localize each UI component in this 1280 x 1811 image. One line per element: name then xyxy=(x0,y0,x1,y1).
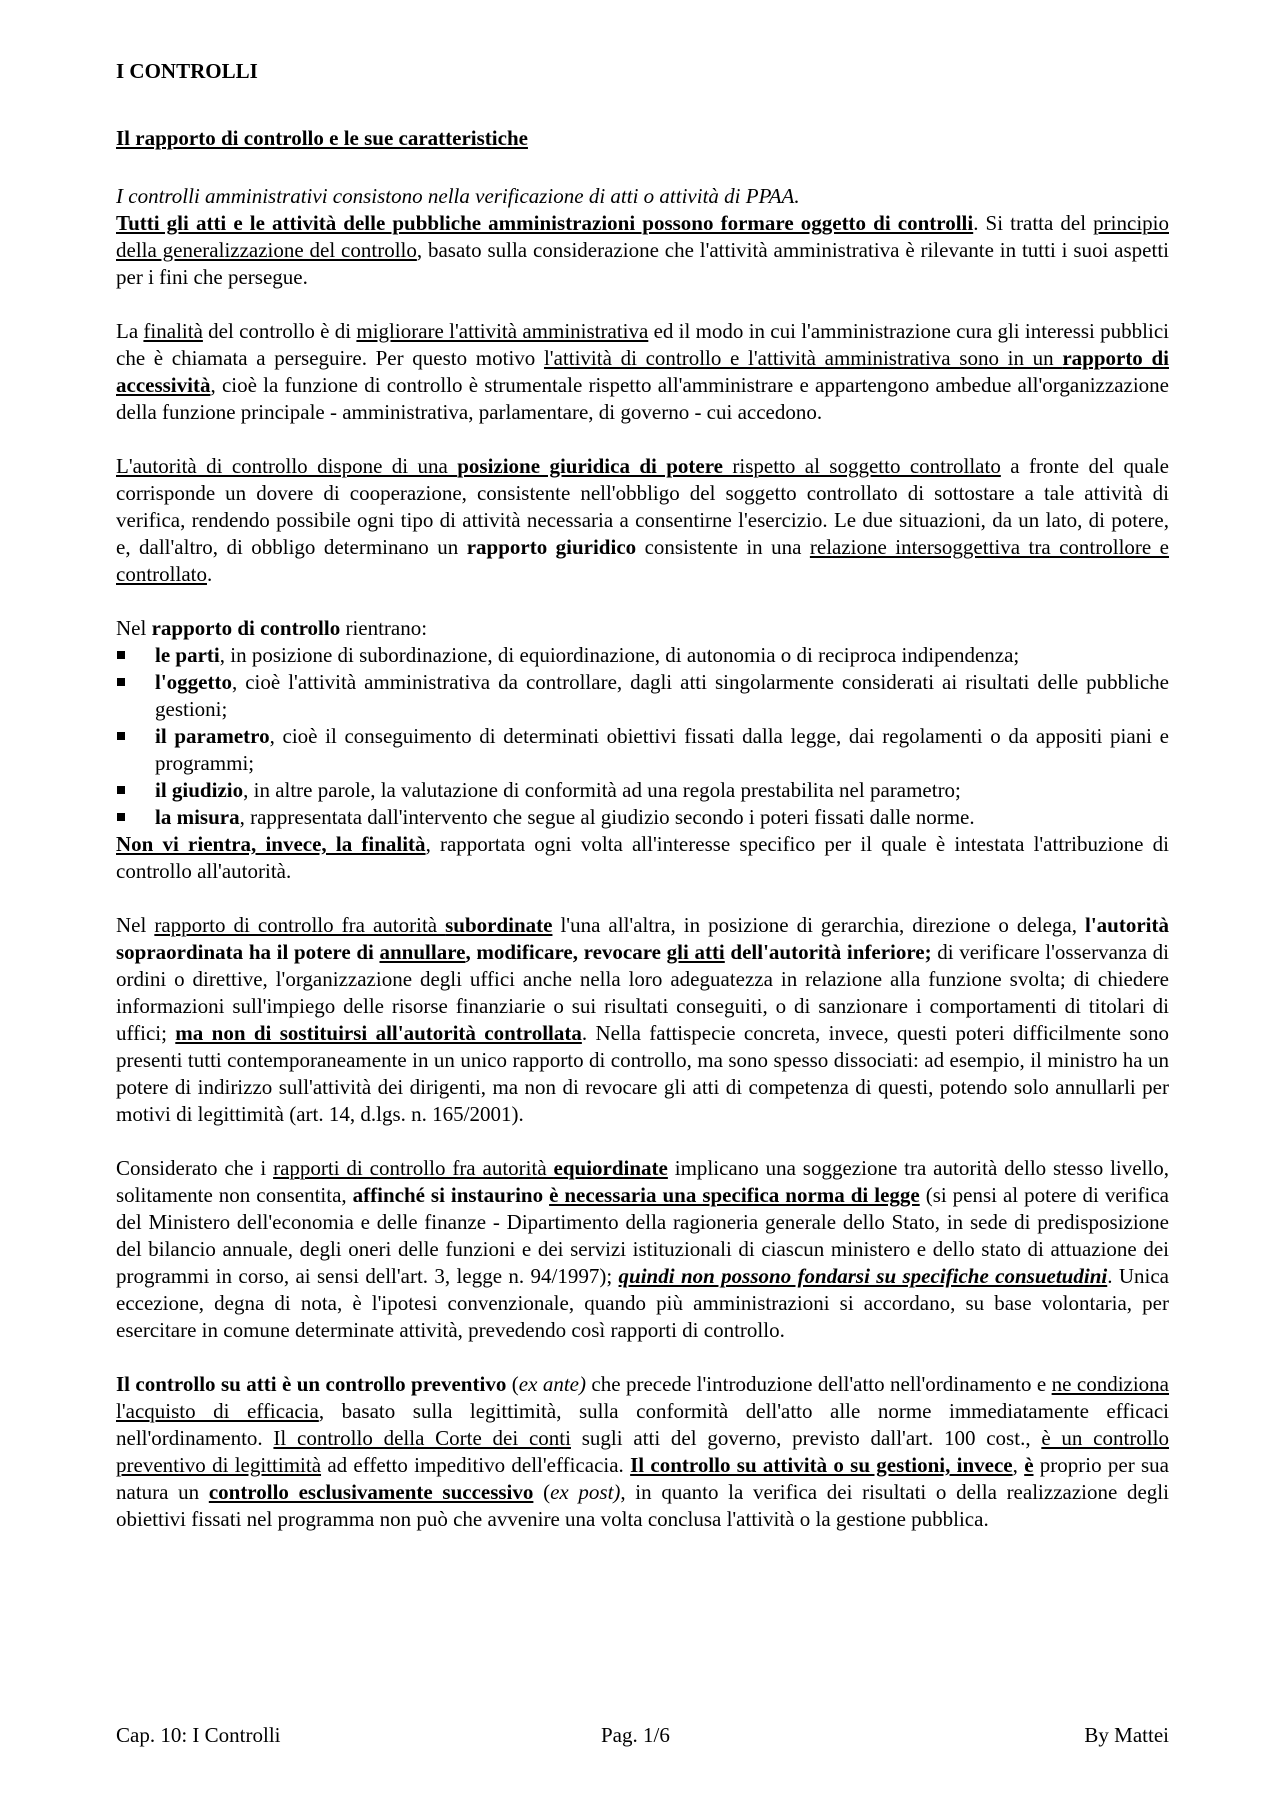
p6-bold-annullare: annullare xyxy=(379,940,466,964)
p7-text: . Unica eccezione, degna di nota, è l'ipotesi convenzionale, quando più amministrazioni si accordano, su base volontaria, per esercitare in comune determinate attività, prevedendo così rapporti di controllo. xyxy=(116,1264,1169,1342)
document-body xyxy=(116,58,1169,1533)
p1-text-end: , basato sulla considerazione che l'attività amministrativa è rilevante in tutti i suoi aspetti per i fini che persegue. xyxy=(116,238,1169,289)
paragraph-5 xyxy=(116,831,1169,885)
p7-underline: rapporti di controllo fra autorità xyxy=(273,1156,554,1180)
list-item-term: le parti xyxy=(155,643,220,667)
list-item xyxy=(116,723,1169,777)
footer-chapter: Cap. 10: I Controlli xyxy=(116,1723,281,1747)
p3-bold-potere: posizione giuridica di potere xyxy=(457,454,723,478)
section-heading: Il rapporto di controllo e le sue caratteristiche xyxy=(116,126,528,150)
square-bullet-icon xyxy=(117,732,125,740)
p2-text: , cioè la funzione di controllo è strumentale rispetto all'amministrare e appartengono ambedue all'organizzazione della funzione principale - amministrativa, parlamentare, di governo - cui accedono. xyxy=(116,373,1169,424)
page-footer xyxy=(116,1722,1169,1752)
p7-text: Considerato che i xyxy=(116,1156,274,1180)
p2-bold-accessivita: rapporto di accessività xyxy=(116,346,1169,397)
p6-bold: l'autorità sopraordinata ha il potere di xyxy=(116,913,1169,964)
p3-text: a fronte del quale corrisponde un dovere di cooperazione, consistente nell'obbligo del soggetto controllato di sottostare a tale attività di verifica, rendendo possibile ogni tipo di attività necessaria a consentirne l'esercizio. Le due situazioni, da un lato, di potere, e, dall'altro, di obbligo determinano un xyxy=(116,454,1169,559)
square-bullet-icon xyxy=(117,786,125,794)
p7-bold-norma: è necessaria una specifica norma di legge xyxy=(549,1183,920,1207)
bullet-list xyxy=(116,642,1169,831)
p4-bold: rapporto di controllo xyxy=(151,616,341,640)
p2-underline-migliorare: migliorare l'attività amministrativa xyxy=(356,319,649,343)
p6-bold: , modificare, revocare xyxy=(465,940,667,964)
p6-text: l'una all'altra, in posizione di gerarchia, direzione o delega, xyxy=(552,913,1085,937)
p8-text: , in quanto la verifica dei risultati o della realizzazione degli obiettivi fissati nel programma non può che avvenire una volta conclusa l'attività o la gestione pubblica. xyxy=(116,1480,1169,1531)
p5-bold-underline: Non vi rientra, invece, la finalità xyxy=(116,832,426,856)
p1-text: . Si tratta del xyxy=(973,211,1094,235)
p8-text: , basato sulla legittimità, sulla conformità dell'atto alle norme immediatamente efficaci nell'ordinamento. xyxy=(116,1399,1169,1450)
p3-underline-relazione: relazione intersoggettiva tra controllore e controllato xyxy=(116,535,1170,586)
p7-bold-equiordinate: equiordinate xyxy=(553,1156,668,1180)
p3-underline: L'autorità di controllo dispone di una xyxy=(116,454,458,478)
p3-underline: rispetto al soggetto controllato xyxy=(723,454,1001,478)
list-item-term: l'oggetto xyxy=(155,670,232,694)
p8-italic: ex post) xyxy=(550,1480,621,1504)
square-bullet-icon xyxy=(117,678,125,686)
page-title: I CONTROLLI xyxy=(116,59,258,83)
list-item-text: , cioè il conseguimento di determinati obiettivi fissati dalla legge, dai regolamenti o da appositi piani e programmi; xyxy=(155,724,1170,775)
p3-text: . xyxy=(206,562,213,586)
p4-text: Nel xyxy=(116,616,152,640)
p8-text: sugli atti del governo, previsto dall'art. 100 cost., xyxy=(570,1426,1042,1450)
list-item-text: , cioè l'attività amministrativa da controllare, dagli atti singolarmente considerati ai risultati delle pubbliche gestioni; xyxy=(155,670,1169,721)
list-item-text: , in altre parole, la valutazione di conformità ad una regola prestabilita nel parametro; xyxy=(243,778,961,802)
list-item xyxy=(116,669,1169,723)
p2-text: ed il modo in cui l'amministrazione cura gli interessi pubblici che è chiamata a perseguire. Per questo motivo xyxy=(116,319,1169,370)
p2-text: La xyxy=(116,319,144,343)
list-item xyxy=(116,804,1169,831)
paragraph-1 xyxy=(116,183,1169,291)
p8-text: ad effetto impeditivo dell'efficacia. xyxy=(321,1453,631,1477)
p7-text: implicano una soggezione tra autorità dello stesso livello, solitamente non consentita, xyxy=(116,1156,1169,1207)
list-item-text: , rappresentata dall'intervento che segue al giudizio secondo i poteri fissati dalle norme. xyxy=(239,805,975,829)
paragraph-2 xyxy=(116,318,1169,426)
p6-text: di verificare l'osservanza di ordini o direttive, l'organizzazione degli uffici anche nella loro adeguatezza in relazione alla funzione svolta; di chiedere informazioni sull'impiego delle risorse finanziarie o sui risultati conseguiti, o di sanzionare i comportamenti di titolari di uffici; xyxy=(116,940,1170,1045)
p8-bold-successivo: controllo esclusivamente successivo xyxy=(208,1480,534,1504)
p8-bold-e: è xyxy=(1024,1453,1034,1477)
p8-underline: ne condiziona l'acquisto di efficacia xyxy=(116,1372,1170,1423)
p8-underline-preventivo: è un controllo preventivo di legittimità xyxy=(116,1426,1169,1477)
paragraph-8 xyxy=(116,1371,1169,1533)
p8-underline-corte: Il controllo della Corte dei conti xyxy=(273,1426,571,1450)
paragraph-3 xyxy=(116,453,1169,588)
p7-bold: affinché si instaurino xyxy=(352,1183,550,1207)
p1-bold-statement: Tutti gli atti e le attività delle pubbliche amministrazioni possono formare oggetto di controlli xyxy=(116,211,974,235)
p3-bold-rapporto: rapporto giuridico xyxy=(466,535,637,559)
p6-bold-subordinate: subordinate xyxy=(445,913,553,937)
p6-bold: dell'autorità inferiore; xyxy=(724,940,932,964)
p2-underline-finalita: finalità xyxy=(143,319,203,343)
list-item xyxy=(116,642,1169,669)
p8-bold: Il controllo su atti è un controllo preventivo xyxy=(116,1372,507,1396)
p1-underlined-principle: principio della generalizzazione del controllo xyxy=(116,211,1169,262)
p8-italic: ex ante) xyxy=(518,1372,586,1396)
square-bullet-icon xyxy=(117,813,125,821)
p6-bold-sostituirsi: ma non di sostituirsi all'autorità controllata xyxy=(175,1021,582,1045)
list-item xyxy=(116,777,1169,804)
paragraph-4 xyxy=(116,615,1169,642)
p2-text: del controllo è di xyxy=(202,319,357,343)
p6-text: Nel xyxy=(116,913,155,937)
footer-page-number: Pag. 1/6 xyxy=(601,1723,670,1747)
paragraph-6 xyxy=(116,912,1169,1128)
p6-underline: rapporto di controllo fra autorità xyxy=(154,913,446,937)
list-item-term: il parametro xyxy=(155,724,270,748)
p8-text: ( xyxy=(506,1372,519,1396)
p8-text: proprio per sua natura un xyxy=(116,1453,1170,1504)
square-bullet-icon xyxy=(117,651,125,659)
p7-text: (si pensi al potere di verifica del Ministero dell'economia e delle finanze - Dipartimento della ragioneria generale dello Stato, in sede di predisposizione del bilancio annuale, degli oneri delle funzioni e dei servizi istituzionali di ciascun ministero e dello stato di attuazione dei programmi in corso, ai sensi dell'art. 3, legge n. 94/1997); xyxy=(116,1183,1169,1288)
list-item-term: il giudizio xyxy=(155,778,244,802)
p8-text: ( xyxy=(533,1480,551,1504)
p4-text: rientrano: xyxy=(340,616,428,640)
p2-underline-attivita: l'attività di controllo e l'attività amministrativa sono in un xyxy=(543,346,1063,370)
p5-text: , rapportata ogni volta all'interesse specifico per il quale è intestata l'attribuzione di controllo all'autorità. xyxy=(116,832,1169,883)
p7-bold-italic-consuetudini: quindi non possono fondarsi su specifiche consuetudini xyxy=(618,1264,1108,1288)
list-item-term: la misura xyxy=(155,805,240,829)
p3-text: consistente in una xyxy=(636,535,810,559)
p8-text: , xyxy=(1012,1453,1025,1477)
footer-author: By Mattei xyxy=(1084,1723,1169,1747)
p8-text: che precede l'introduzione dell'atto nell'ordinamento e xyxy=(585,1372,1052,1396)
p1-italic-intro: I controlli amministrativi consistono nella verificazione di atti o attività di PPAA. xyxy=(116,184,800,208)
list-item-text: , in posizione di subordinazione, di equiordinazione, di autonomia o di reciproca indipendenza; xyxy=(219,643,1020,667)
paragraph-7 xyxy=(116,1155,1169,1344)
p8-bold-attivita: Il controllo su attività o su gestioni, invece xyxy=(630,1453,1013,1477)
p6-text: . Nella fattispecie concreta, invece, questi poteri difficilmente sono presenti tutti contemporaneamente in un unico rapporto di controllo, ma sono spesso dissociati: ad esempio, il ministro ha un potere di indirizzo sull'attività dei dirigenti, ma non di revocare gli atti di competenza di questi, potendo solo annullarli per motivi di legittimità (art. 14, d.lgs. n. 165/2001). xyxy=(116,1021,1169,1126)
p6-bold-gli-atti: gli atti xyxy=(666,940,725,964)
